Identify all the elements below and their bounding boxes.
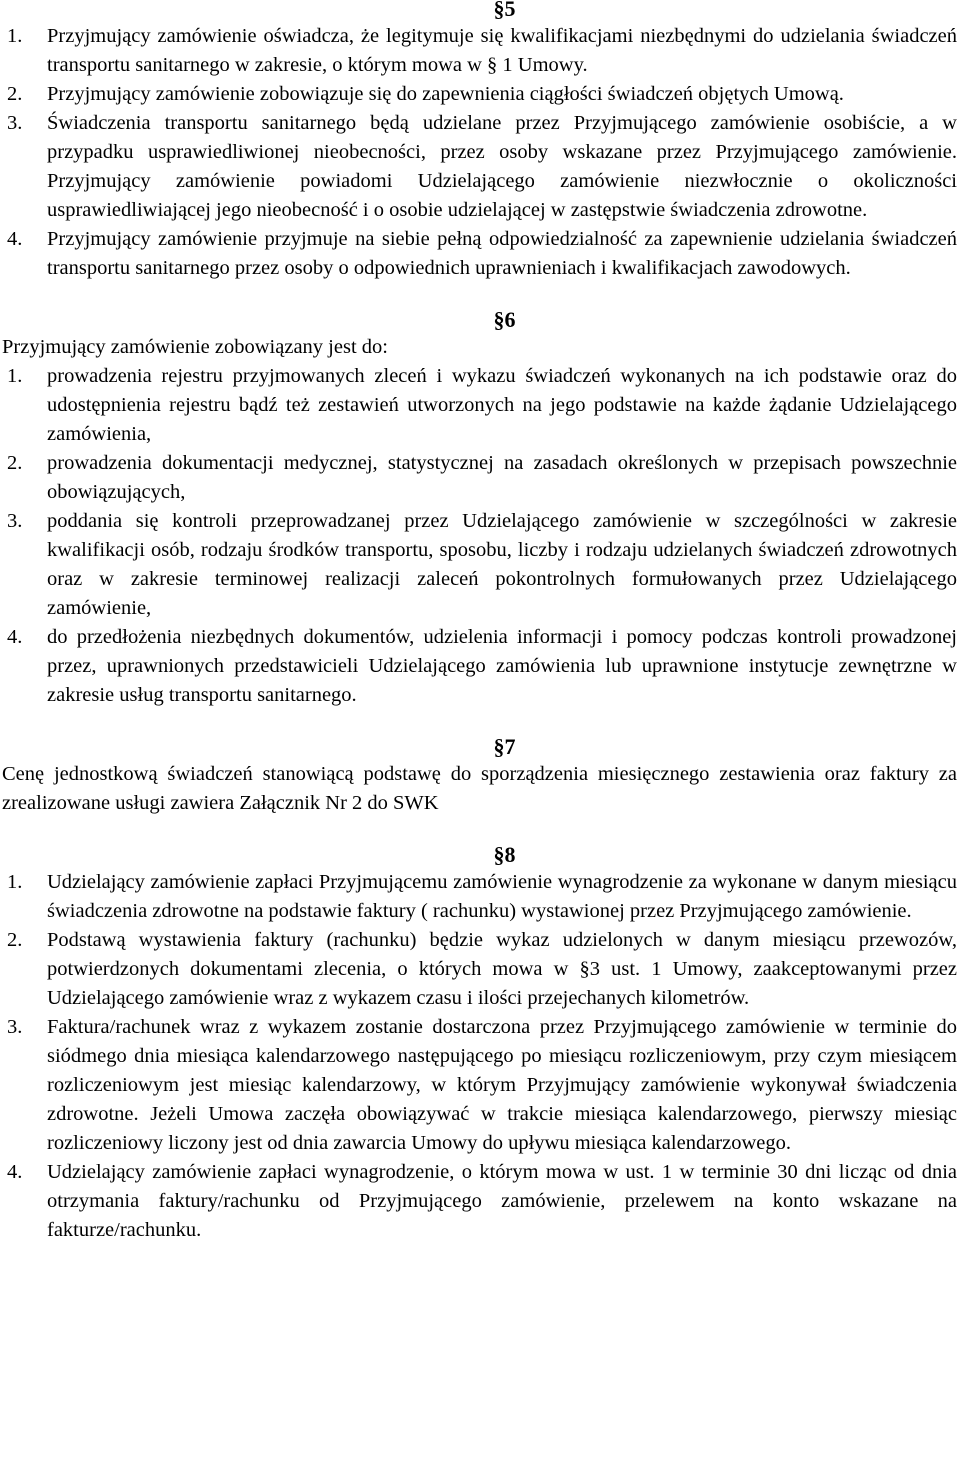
item-number: 3. — [7, 112, 23, 134]
item-number: 2. — [7, 929, 23, 951]
section-heading: §6 — [493, 307, 516, 332]
list-item — [2, 1158, 957, 1245]
item-text: prowadzenia rejestru przyjmowanych zleceń i wykazu świadczeń wykonanych na ich podstawie oraz do udostępnienia rejestru bądź też zestawień utworzonych na jego podstawie na każde żądanie Udzielającego zamówienia, — [47, 365, 957, 445]
item-number: 3. — [7, 510, 23, 532]
item-number: 1. — [7, 25, 23, 47]
list-item — [2, 22, 957, 80]
section-5 — [2, 0, 957, 283]
item-text: Przyjmujący zamówienie zobowiązuje się do zapewnienia ciągłości świadczeń objętych Umową. — [47, 83, 844, 105]
list-item — [2, 868, 957, 926]
list-item — [2, 80, 957, 109]
item-text: Przyjmujący zamówienie przyjmuje na siebie pełną odpowiedzialność za zapewnienie udzielania świadczeń transportu sanitarnego przez osoby o odpowiednich uprawnieniach i kwalifikacjach zawodowych. — [47, 228, 957, 279]
item-text: Przyjmujący zamówienie oświadcza, że legitymuje się kwalifikacjami niezbędnymi do udzielania świadczeń transportu sanitarnego w zakresie, o którym mowa w § 1 Umowy. — [47, 25, 957, 76]
item-text: Udzielający zamówienie zapłaci wynagrodzenie, o którym mowa w ust. 1 w terminie 30 dni licząc od dnia otrzymania faktury/rachunku od Przyjmującego zamówienie, przelewem na konto wskazane na fakturze/rachunku. — [47, 1161, 957, 1241]
item-number: 1. — [7, 365, 23, 387]
item-text: Podstawą wystawienia faktury (rachunku) będzie wykaz udzielonych w danym miesiącu przewozów, potwierdzonych dokumentami zlecenia, o których mowa w §3 ust. 1 Umowy, zaakceptowanymi przez Udzielającego zamówienie wraz z wykazem czasu i ilości przejechanych kilometrów. — [47, 929, 957, 1009]
item-text: do przedłożenia niezbędnych dokumentów, udzielenia informacji i pomocy podczas kontroli prowadzonej przez, uprawnionych przedstawicieli Udzielającego zamówienia lub uprawnione instytucje zewnętrzne w zakresie usług transportu sanitarnego. — [47, 626, 957, 706]
list-item — [2, 449, 957, 507]
item-text: Faktura/rachunek wraz z wykazem zostanie dostarczona przez Przyjmującego zamówienie w terminie do siódmego dnia miesiąca kalendarzowego następującego po miesiącu rozliczeniowym, przy czym miesiącem rozliczeniowym jest miesiąc kalendarzowy, w którym Przyjmujący zamówienie wykonywał świadczenia zdrowotne. Jeżeli Umowa zaczęła obowiązywać w trakcie miesiąca kalendarzowego, pierwszy miesiąc rozliczeniowy liczony jest od dnia zawarcia Umowy do upływu miesiąca kalendarzowego. — [47, 1016, 957, 1154]
item-number: 1. — [7, 871, 23, 893]
section-heading: §8 — [493, 842, 516, 867]
section-8-list — [2, 868, 957, 1245]
list-item — [2, 225, 957, 283]
list-item — [2, 926, 957, 1013]
item-number: 3. — [7, 1016, 23, 1038]
item-text: Świadczenia transportu sanitarnego będą udzielane przez Przyjmującego zamówienie osobiście, a w przypadku usprawiedliwionej nieobecności, przez osoby wskazane przez Przyjmującego zamówienie. Przyjmujący zamówienie powiadomi Udzielającego zamówienie niezwłocznie o okoliczności usprawiedliwiającej jego nieobecność i o osobie udzielającej w zastępstwie świadczenia zdrowotne. — [47, 112, 957, 221]
item-number: 4. — [7, 626, 23, 648]
section-6 — [2, 307, 957, 710]
section-6-list — [2, 362, 957, 710]
list-item — [2, 362, 957, 449]
item-text: poddania się kontroli przeprowadzanej przez Udzielającego zamówienie w szczególności w zakresie kwalifikacji osób, rodzaju środków transportu, sposobu, liczby i rodzaju udzielanych świadczeń zdrowotnych oraz w zakresie terminowej realizacji zaleceń pokontrolnych formułowanych przez Udzielającego zamówienie, — [47, 510, 957, 619]
item-text: Udzielający zamówienie zapłaci Przyjmującemu zamówienie wynagrodzenie za wykonane w danym miesiącu świadczenia zdrowotne na podstawie faktury ( rachunku) wystawionej przez Przyjmującego zamówienie. — [47, 871, 957, 922]
list-item — [2, 507, 957, 623]
section-heading: §5 — [493, 0, 516, 21]
section-7 — [2, 734, 957, 818]
item-number: 4. — [7, 1161, 23, 1183]
list-item — [2, 109, 957, 225]
section-intro: Przyjmujący zamówienie zobowiązany jest do: — [2, 336, 388, 358]
section-5-list — [2, 22, 957, 283]
item-text: prowadzenia dokumentacji medycznej, statystycznej na zasadach określonych w przepisach powszechnie obowiązujących, — [47, 452, 957, 503]
section-8 — [2, 842, 957, 1245]
item-number: 2. — [7, 83, 23, 105]
list-item — [2, 623, 957, 710]
list-item — [2, 1013, 957, 1158]
item-number: 4. — [7, 228, 23, 250]
item-number: 2. — [7, 452, 23, 474]
section-heading: §7 — [493, 734, 516, 759]
section-paragraph: Cenę jednostkową świadczeń stanowiącą podstawę do sporządzenia miesięcznego zestawienia oraz faktury za zrealizowane usługi zawiera Załącznik Nr 2 do SWK — [2, 763, 957, 814]
